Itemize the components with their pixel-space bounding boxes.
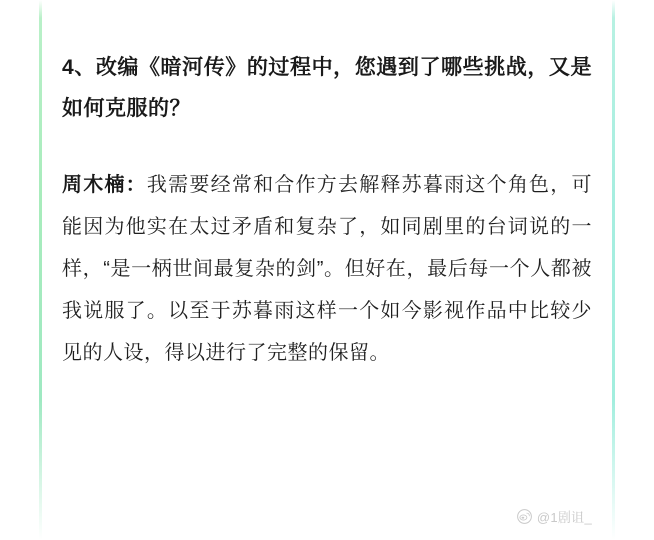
- watermark-label: @1剧诅_: [536, 510, 592, 525]
- answer-body: 我需要经常和合作方去解释苏暮雨这个角色，可能因为他实在太过矛盾和复杂了，如同剧里的台词说的一样，“是一柄世间最复杂的剑”。但好在，最后每一个人都被我说服了。以至于苏暮雨这样一个如今影视作品中比较少见的人设，得以进行了完整的保留。: [62, 173, 593, 364]
- answer-speaker: 周木楠：: [62, 173, 147, 196]
- interview-answer: [62, 164, 592, 374]
- document-content: [62, 48, 592, 374]
- watermark: [517, 507, 592, 526]
- left-edge-strip: [39, 0, 42, 540]
- interview-question: 4、改编《暗河传》的过程中，您遇到了哪些挑战，又是如何克服的？: [62, 56, 592, 120]
- right-edge-strip: [612, 0, 615, 540]
- weibo-icon: [517, 509, 532, 524]
